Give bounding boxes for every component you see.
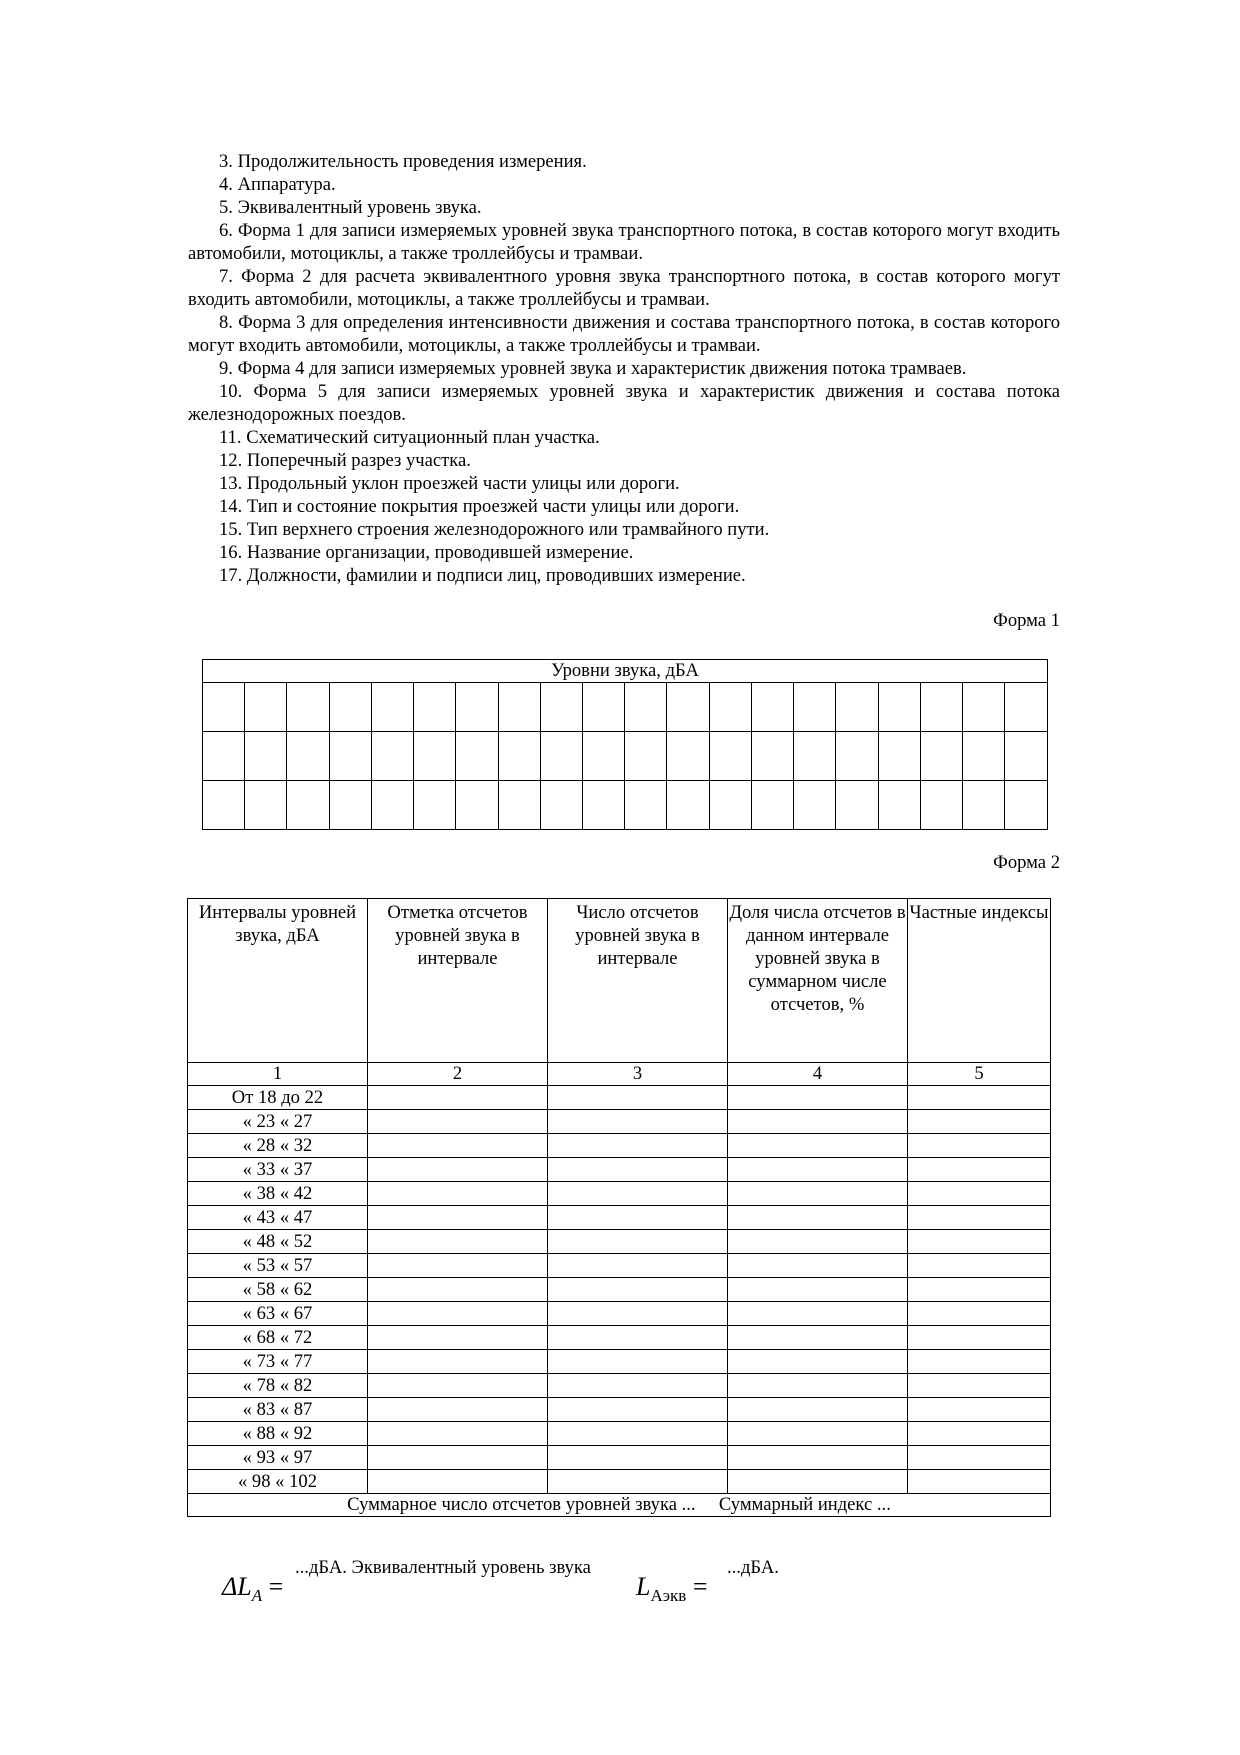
delta-la-symbol — [222, 1572, 283, 1606]
empty-cell — [728, 1254, 908, 1278]
form1-cell — [667, 683, 709, 732]
empty-cell — [728, 1470, 908, 1494]
empty-cell — [908, 1350, 1051, 1374]
empty-cell — [548, 1470, 728, 1494]
column-number: 2 — [368, 1063, 548, 1086]
empty-cell — [728, 1422, 908, 1446]
form1-cell — [794, 683, 836, 732]
empty-cell — [728, 1350, 908, 1374]
empty-cell — [368, 1470, 548, 1494]
form2-header-4: Доля числа отсчетов в данном интервале уровней звука в суммарном числе отсчетов, % — [728, 899, 908, 1063]
formula-end-text: ...дБА. — [727, 1557, 779, 1578]
interval-cell: « 53 « 57 — [188, 1254, 368, 1278]
form2-label: Форма 2 — [993, 852, 1060, 873]
leq-symbol — [636, 1572, 708, 1606]
empty-cell — [728, 1230, 908, 1254]
form1-row — [203, 683, 1048, 732]
empty-cell — [368, 1086, 548, 1110]
form2-table — [187, 898, 1051, 1517]
form1-cell — [414, 732, 456, 781]
empty-cell — [548, 1254, 728, 1278]
form1-cell — [498, 683, 540, 732]
interval-cell: От 18 до 22 — [188, 1086, 368, 1110]
form1-cell — [582, 683, 624, 732]
empty-cell — [908, 1110, 1051, 1134]
empty-cell — [728, 1374, 908, 1398]
table-row — [188, 1470, 1051, 1494]
empty-cell — [548, 1374, 728, 1398]
form1-cell — [371, 683, 413, 732]
formula-middle-text: ...дБА. Эквивалентный уровень звука — [295, 1557, 591, 1578]
empty-cell — [908, 1422, 1051, 1446]
form1-cell — [287, 732, 329, 781]
form1-cell — [920, 683, 962, 732]
form1-cell — [203, 732, 245, 781]
list-item: 14. Тип и состояние покрытия проезжей части улицы или дороги. — [219, 496, 740, 517]
form1-cell — [414, 781, 456, 830]
form1-cell — [540, 781, 582, 830]
empty-cell — [548, 1422, 728, 1446]
form1-cell — [203, 683, 245, 732]
form2-header-2: Отметка отсчетов уровней звука в интервале — [368, 899, 548, 1063]
empty-cell — [368, 1446, 548, 1470]
column-number: 5 — [908, 1063, 1051, 1086]
form1-cell — [329, 781, 371, 830]
empty-cell — [548, 1110, 728, 1134]
form1-cell — [540, 732, 582, 781]
form1-cell — [287, 683, 329, 732]
form2-header-3: Число отсчетов уровней звука в интервале — [548, 899, 728, 1063]
table-row — [188, 1182, 1051, 1206]
interval-cell: « 83 « 87 — [188, 1398, 368, 1422]
empty-cell — [368, 1158, 548, 1182]
empty-cell — [368, 1206, 548, 1230]
form1-cell — [794, 732, 836, 781]
empty-cell — [728, 1206, 908, 1230]
empty-cell — [728, 1278, 908, 1302]
list-item: 3. Продолжительность проведения измерения. — [219, 151, 587, 172]
form1-cell — [245, 683, 287, 732]
empty-cell — [368, 1350, 548, 1374]
table-row — [188, 1230, 1051, 1254]
empty-cell — [548, 1134, 728, 1158]
list-item: 4. Аппаратура. — [219, 174, 336, 195]
form1-cell — [625, 732, 667, 781]
list-item: 15. Тип верхнего строения железнодорожного или трамвайного пути. — [219, 519, 770, 540]
numbered-list — [188, 150, 1060, 587]
form1-cell — [836, 781, 878, 830]
table-row — [188, 1302, 1051, 1326]
list-item: 6. Форма 1 для записи измеряемых уровней звука транспортного потока, в состав которого могут входить автомобили, мотоциклы, а также троллейбусы и трамваи. — [188, 220, 1060, 264]
list-item: 11. Схематический ситуационный план участка. — [219, 427, 600, 448]
delta-l-sub: A — [251, 1586, 263, 1605]
page-body — [188, 150, 1060, 587]
empty-cell — [368, 1422, 548, 1446]
interval-cell: « 73 « 77 — [188, 1350, 368, 1374]
form1-cell — [1005, 781, 1048, 830]
empty-cell — [908, 1302, 1051, 1326]
empty-cell — [728, 1110, 908, 1134]
empty-cell — [908, 1206, 1051, 1230]
empty-cell — [548, 1398, 728, 1422]
interval-cell: « 93 « 97 — [188, 1446, 368, 1470]
form1-cell — [878, 732, 920, 781]
empty-cell — [368, 1278, 548, 1302]
form1-cell — [498, 732, 540, 781]
column-number: 1 — [188, 1063, 368, 1086]
list-item: 17. Должности, фамилии и подписи лиц, проводивших измерение. — [219, 565, 746, 586]
empty-cell — [368, 1254, 548, 1278]
form1-cell — [371, 781, 413, 830]
form1-cell — [540, 683, 582, 732]
form1-cell — [751, 781, 793, 830]
empty-cell — [908, 1278, 1051, 1302]
form1-cell — [709, 732, 751, 781]
form1-cell — [456, 732, 498, 781]
column-number: 3 — [548, 1063, 728, 1086]
table-row — [188, 1206, 1051, 1230]
empty-cell — [368, 1326, 548, 1350]
table-row — [188, 1350, 1051, 1374]
table-row — [188, 1254, 1051, 1278]
empty-cell — [368, 1374, 548, 1398]
empty-cell — [728, 1398, 908, 1422]
form1-cell — [625, 683, 667, 732]
interval-cell: « 28 « 32 — [188, 1134, 368, 1158]
form1-cell — [920, 732, 962, 781]
form1-header: Уровни звука, дБА — [203, 660, 1048, 683]
interval-cell: « 98 « 102 — [188, 1470, 368, 1494]
form1-cell — [667, 732, 709, 781]
form1-cell — [1005, 732, 1048, 781]
empty-cell — [548, 1182, 728, 1206]
list-item: 9. Форма 4 для записи измеряемых уровней звука и характеристик движения потока трамваев. — [219, 358, 967, 379]
form2-summary-row — [188, 1494, 1051, 1517]
empty-cell — [548, 1206, 728, 1230]
empty-cell — [728, 1086, 908, 1110]
equals-sign: = — [692, 1572, 708, 1601]
delta-l-text: ΔL — [222, 1572, 252, 1601]
empty-cell — [368, 1134, 548, 1158]
interval-cell: « 38 « 42 — [188, 1182, 368, 1206]
form1-cell — [456, 781, 498, 830]
form1-cell — [751, 732, 793, 781]
empty-cell — [908, 1230, 1051, 1254]
form1-cell — [962, 732, 1004, 781]
empty-cell — [728, 1326, 908, 1350]
list-item: 16. Название организации, проводившей измерение. — [219, 542, 634, 563]
summary-count-label: Суммарное число отсчетов уровней звука ... — [347, 1494, 696, 1515]
form1-cell — [836, 683, 878, 732]
interval-cell: « 43 « 47 — [188, 1206, 368, 1230]
form1-cell — [456, 683, 498, 732]
empty-cell — [548, 1446, 728, 1470]
list-item: 10. Форма 5 для записи измеряемых уровней звука и характеристик движения и состава потока железнодорожных поездов. — [188, 381, 1060, 425]
list-item: 13. Продольный уклон проезжей части улицы или дороги. — [219, 473, 680, 494]
empty-cell — [728, 1302, 908, 1326]
empty-cell — [908, 1182, 1051, 1206]
interval-cell: « 58 « 62 — [188, 1278, 368, 1302]
form1-cell — [625, 781, 667, 830]
interval-cell: « 78 « 82 — [188, 1374, 368, 1398]
form1-cell — [836, 732, 878, 781]
form1-cell — [709, 683, 751, 732]
form1-cell — [709, 781, 751, 830]
empty-cell — [908, 1158, 1051, 1182]
form1-cell — [329, 732, 371, 781]
form1-cell — [414, 683, 456, 732]
table-row — [188, 1422, 1051, 1446]
equals-sign: = — [268, 1572, 284, 1601]
empty-cell — [908, 1470, 1051, 1494]
form1-cell — [794, 781, 836, 830]
empty-cell — [548, 1278, 728, 1302]
column-number: 4 — [728, 1063, 908, 1086]
leq-sub: Аэкв — [650, 1586, 687, 1605]
form1-cell — [751, 683, 793, 732]
form1-cell — [203, 781, 245, 830]
form1-cell — [920, 781, 962, 830]
form1-cell — [667, 781, 709, 830]
empty-cell — [368, 1110, 548, 1134]
list-item: 7. Форма 2 для расчета эквивалентного уровня звука транспортного потока, в состав которого могут входить автомобили, мотоциклы, а также троллейбусы и трамваи. — [188, 266, 1060, 310]
form1-row — [203, 732, 1048, 781]
form1-cell — [245, 781, 287, 830]
table-row — [188, 1374, 1051, 1398]
empty-cell — [368, 1398, 548, 1422]
empty-cell — [368, 1182, 548, 1206]
table-row — [188, 1326, 1051, 1350]
empty-cell — [368, 1230, 548, 1254]
empty-cell — [548, 1326, 728, 1350]
summary-index-label: Суммарный индекс ... — [718, 1494, 891, 1515]
form1-cell — [582, 781, 624, 830]
table-row — [188, 1446, 1051, 1470]
empty-cell — [908, 1398, 1051, 1422]
empty-cell — [908, 1254, 1051, 1278]
form1-cell — [329, 683, 371, 732]
empty-cell — [728, 1158, 908, 1182]
form1-cell — [878, 781, 920, 830]
empty-cell — [908, 1086, 1051, 1110]
form1-cell — [245, 732, 287, 781]
empty-cell — [548, 1158, 728, 1182]
list-item: 12. Поперечный разрез участка. — [219, 450, 471, 471]
form1-row — [203, 781, 1048, 830]
empty-cell — [548, 1350, 728, 1374]
table-row — [188, 1086, 1051, 1110]
table-row — [188, 1110, 1051, 1134]
empty-cell — [908, 1446, 1051, 1470]
empty-cell — [548, 1230, 728, 1254]
empty-cell — [908, 1374, 1051, 1398]
interval-cell: « 33 « 37 — [188, 1158, 368, 1182]
empty-cell — [548, 1086, 728, 1110]
empty-cell — [368, 1302, 548, 1326]
empty-cell — [728, 1134, 908, 1158]
form1-table — [202, 659, 1048, 830]
empty-cell — [908, 1134, 1051, 1158]
form2-header-1: Интервалы уровней звука, дБА — [188, 899, 368, 1063]
table-row — [188, 1398, 1051, 1422]
table-row — [188, 1158, 1051, 1182]
empty-cell — [548, 1302, 728, 1326]
empty-cell — [728, 1182, 908, 1206]
empty-cell — [908, 1326, 1051, 1350]
form1-cell — [962, 683, 1004, 732]
interval-cell: « 68 « 72 — [188, 1326, 368, 1350]
form1-cell — [1005, 683, 1048, 732]
form1-cell — [582, 732, 624, 781]
form2-header-5: Частные индексы — [908, 899, 1051, 1063]
table-row — [188, 1278, 1051, 1302]
interval-cell: « 63 « 67 — [188, 1302, 368, 1326]
form1-cell — [878, 683, 920, 732]
form1-cell — [287, 781, 329, 830]
interval-cell: « 23 « 27 — [188, 1110, 368, 1134]
form1-cell — [962, 781, 1004, 830]
leq-l-text: L — [636, 1572, 651, 1601]
list-item: 5. Эквивалентный уровень звука. — [219, 197, 482, 218]
form1-cell — [371, 732, 413, 781]
form1-label: Форма 1 — [993, 610, 1060, 631]
form1-cell — [498, 781, 540, 830]
list-item: 8. Форма 3 для определения интенсивности движения и состава транспортного потока, в состав которого могут входить автомобили, мотоциклы, а также троллейбусы и трамваи. — [188, 312, 1060, 356]
empty-cell — [728, 1446, 908, 1470]
table-row — [188, 1134, 1051, 1158]
interval-cell: « 88 « 92 — [188, 1422, 368, 1446]
interval-cell: « 48 « 52 — [188, 1230, 368, 1254]
